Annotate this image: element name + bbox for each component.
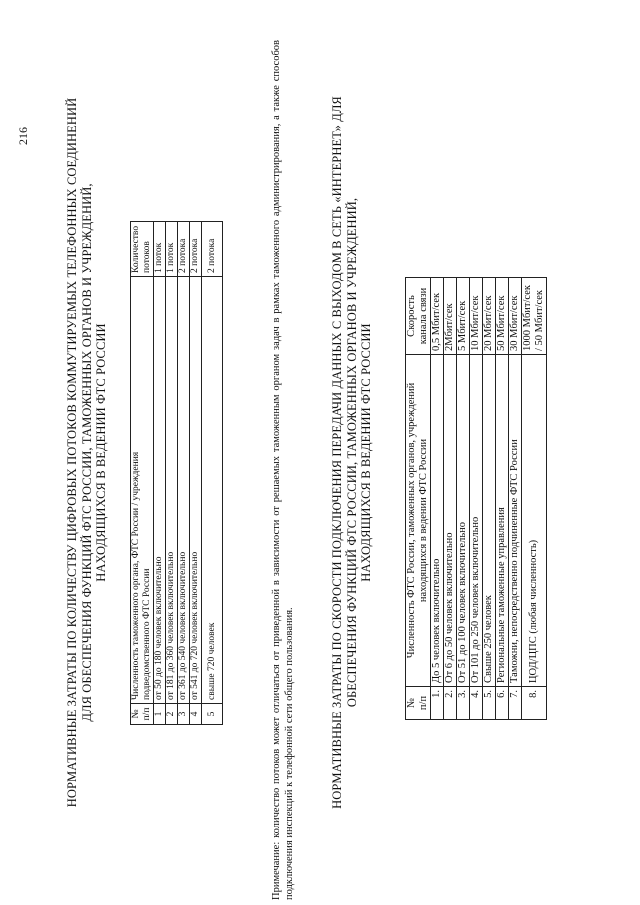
table-row — [509, 278, 522, 720]
cell-population: Региональные таможенные управления — [496, 355, 509, 687]
header-population: Численность таможенного органа, ФТС России / учреждения подведомственного ФТС России — [131, 277, 154, 704]
header-num: № п/п — [406, 687, 431, 720]
cell-population: свыше 720 человек — [202, 277, 223, 704]
cell-num: 5. — [483, 687, 496, 720]
title-line: НОРМАТИВНЫЕ ЗАТРАТЫ ПО СКОРОСТИ ПОДКЛЮЧЕНИЯ ПЕРЕДАЧИ ДАННЫХ С ВЫХОДОМ В СЕТЬ «ИНТЕРНЕТ» ДЛЯ — [330, 96, 344, 809]
cell-population: До 5 человек включительно — [431, 355, 444, 687]
cell-num: 5 — [202, 704, 223, 725]
table-header-row — [406, 278, 431, 720]
table-header-row — [131, 222, 154, 725]
cell-count: 2 потока — [202, 222, 223, 277]
cell-population: Свыше 250 человек — [483, 355, 496, 687]
table-row — [166, 222, 178, 725]
table-row — [457, 278, 470, 720]
cell-num: 2 — [166, 704, 178, 725]
title-line: ДЛЯ ОБЕСПЕЧЕНИЯ ФУНКЦИЙ ФТС РОССИИ, ТАМОЖЕННЫХ ОРГАНОВ И УЧРЕЖДЕНИЙ, — [79, 183, 94, 722]
cell-speed: 50 Мбит/сек — [496, 278, 509, 355]
cell-speed: 0,5 Мбит/сек — [431, 278, 444, 355]
cell-num: 4 — [190, 704, 202, 725]
cell-num: 8. — [522, 687, 547, 720]
cell-population: от 541 до 720 человек включительно — [190, 277, 202, 704]
cell-population: Таможни, непосредственно подчиненные ФТС России — [509, 355, 522, 687]
table-row — [178, 222, 190, 725]
title-internet-speed — [330, 40, 374, 865]
title-line: НАХОДЯЩИХСЯ В ВЕДЕНИИ ФТС РОССИИ — [94, 323, 108, 582]
table-row — [522, 278, 547, 720]
cell-speed: 1000 Мбит/сек / 50 Мбит/сек — [522, 278, 547, 355]
note-text: Примечание: количество потоков может отличаться от приведенной в зависимости от решаемых таможенным органом задач в рамках таможенного администрирования, а также способов подключения инспекций к телефонной сети общего пользования. — [271, 40, 295, 900]
cell-population: От 6 до 50 человек включительно — [444, 355, 457, 687]
header-num: № п/п — [131, 704, 154, 725]
table-row — [431, 278, 444, 720]
cell-count: 1 поток — [154, 222, 166, 277]
header-count: Количество потоков — [131, 222, 154, 277]
title-digital-streams — [65, 40, 109, 865]
title-line: НОРМАТИВНЫЕ ЗАТРАТЫ ПО КОЛИЧЕСТВУ ЦИФРОВЫХ ПОТОКОВ КОММУТИРУЕМЫХ ТЕЛЕФОННЫХ СОЕДИНЕНИЙ — [65, 97, 79, 808]
cell-population: От 51 до 100 человек включительно — [457, 355, 470, 687]
cell-num: 2. — [444, 687, 457, 720]
table-row — [202, 222, 223, 725]
cell-speed: 30 Мбит/сек — [509, 278, 522, 355]
table-row — [190, 222, 202, 725]
cell-population: От 101 до 250 человек включительно — [470, 355, 483, 687]
table-row — [154, 222, 166, 725]
table-row — [470, 278, 483, 720]
cell-num: 6. — [496, 687, 509, 720]
cell-population: ЦОД/ЦПС (любая численность) — [522, 355, 547, 687]
cell-count: 1 поток — [166, 222, 178, 277]
cell-num: 7. — [509, 687, 522, 720]
header-population: Численность ФТС России, таможенных органов, учреждений находящихся в ведении ФТС России — [406, 355, 431, 687]
table-row — [444, 278, 457, 720]
cell-num: 3 — [178, 704, 190, 725]
internet-speed-table — [405, 277, 547, 720]
page-number: 216 — [16, 127, 30, 145]
cell-num: 1 — [154, 704, 166, 725]
cell-population: от 181 до 360 человек включительно — [166, 277, 178, 704]
title-line: ОБЕСПЕЧЕНИЯ ФУНКЦИЙ ФТС РОССИИ, ТАМОЖЕННЫХ ОРГАНОВ И УЧРЕЖДЕНИЙ, — [344, 197, 359, 708]
title-line: НАХОДЯЩИХСЯ В ВЕДЕНИИ ФТС РОССИИ — [359, 323, 373, 582]
cell-population: от 361 до 540 человек включительно — [178, 277, 190, 704]
cell-speed: 10 Мбит/сек — [470, 278, 483, 355]
cell-speed: 2Мбит/сек — [444, 278, 457, 355]
cell-num: 1. — [431, 687, 444, 720]
cell-speed: 20 Мбит/сек — [483, 278, 496, 355]
table-row — [483, 278, 496, 720]
table-row — [496, 278, 509, 720]
cell-num: 4. — [470, 687, 483, 720]
cell-count: 2 потока — [178, 222, 190, 277]
streams-table — [130, 221, 223, 725]
cell-count: 2 потока — [190, 222, 202, 277]
cell-num: 3. — [457, 687, 470, 720]
cell-speed: 5 Мбит/сек — [457, 278, 470, 355]
header-speed: Скорость канала связи — [406, 278, 431, 355]
cell-population: от 50 до 180 человек включительно — [154, 277, 166, 704]
